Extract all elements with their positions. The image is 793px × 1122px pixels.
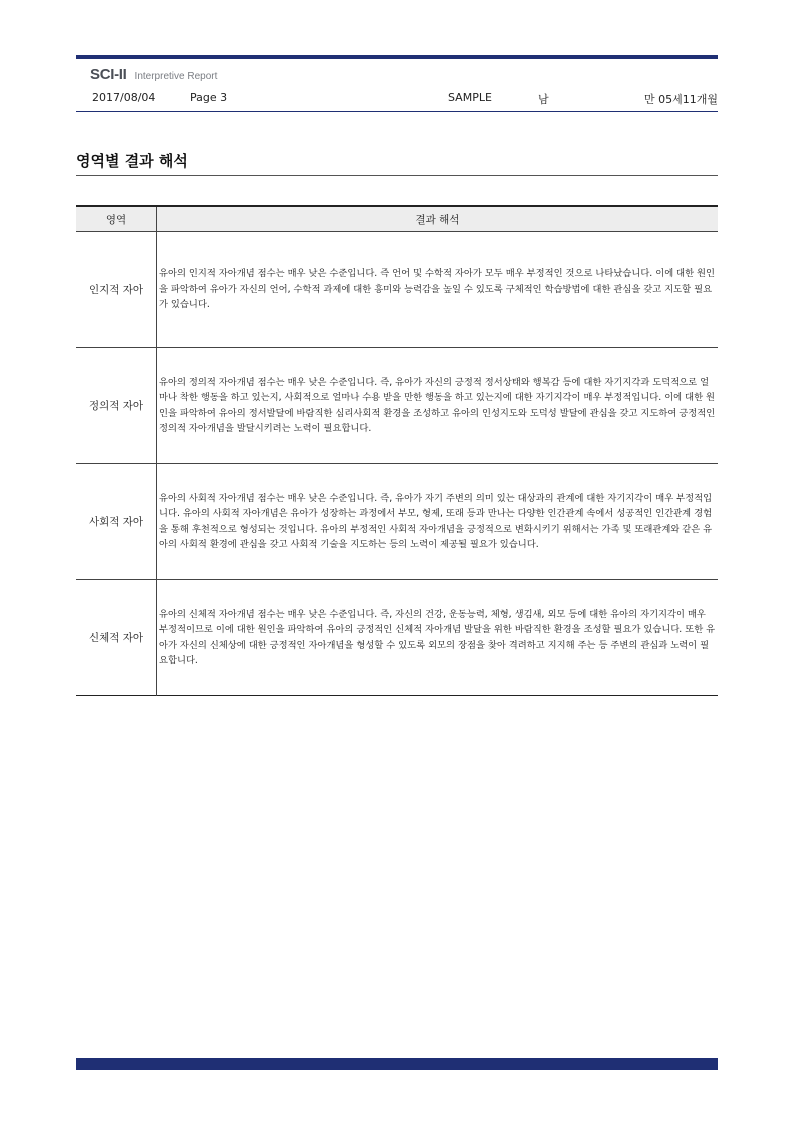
area-cell: 인지적 자아 (76, 232, 157, 348)
area-cell: 사회적 자아 (76, 464, 157, 580)
interpretation-cell: 유아의 사회적 자아개념 점수는 매우 낮은 수준입니다. 즉, 유아가 자기 주변의 의미 있는 대상과의 관계에 대한 자기지각이 매우 부정적입니다. 유아의 사회적 자아개념은 유아가 성장하는 과정에서 부모, 형제, 또래 등과 만나는 다양한 인간관계 속에서 성공적인 인간관계 경험을 통해 후천적으로 형성되는 것입니다. 유아의 부정적인 사회적 자아개념을 긍정적으로 변화시키기 위해서는 가족 및 또래관계와 같은 유아의 사회적 환경에 관심을 갖고 사회적 기술을 지도하는 등의 노력이 제공될 필요가 있습니다. (157, 464, 719, 580)
brand-logo: SCI-II (90, 66, 127, 83)
interpretation-cell: 유아의 인지적 자아개념 점수는 매우 낮은 수준입니다. 즉 언어 및 수학적 자아가 모두 매우 부정적인 것으로 나타났습니다. 이에 대한 원인을 파악하여 유아가 자신의 언어, 수학적 과제에 대한 흥미와 능력감을 높일 수 있도록 구체적인 학습방법에 대한 관심을 갖고 지도할 필요가 있습니다. (157, 232, 719, 348)
brand-subtitle: Interpretive Report (134, 71, 218, 82)
header-bottom-rule (76, 111, 718, 112)
subject-age: 만 05세11개월 (644, 93, 718, 106)
subject-gender: 남 (538, 93, 549, 106)
interpretation-cell: 유아의 신체적 자아개념 점수는 매우 낮은 수준입니다. 즉, 자신의 건강, 운동능력, 체형, 생김새, 외모 등에 대한 유아의 자기지각이 매우 부정적이므로 이에 대한 원인을 파악하여 유아의 긍정적인 신체적 자아개념 발달을 위한 바람직한 환경을 조성할 필요가 있습니다. 또한 유아가 자신의 신체상에 대한 긍정적인 자아개념을 형성할 수 있도록 외모의 장점을 찾아 격려하고 지지해 주는 등 주변의 관심과 노력이 필요합니다. (159, 608, 716, 666)
table-header-row (76, 206, 718, 232)
table-row (76, 464, 718, 580)
area-cell: 신체적 자아 (76, 580, 157, 696)
section-rule (76, 175, 718, 176)
brand (90, 66, 217, 83)
section-title: 영역별 결과 해석 (76, 152, 188, 170)
table-row (76, 348, 718, 464)
table-row (76, 232, 718, 348)
report-date: 2017/08/04 (92, 91, 156, 104)
header-top-rule (76, 55, 718, 59)
header-area: 영역 (76, 206, 157, 232)
results-table (76, 205, 718, 696)
footer-bar (76, 1058, 718, 1070)
subject-name: SAMPLE (448, 91, 492, 104)
header-interpretation: 결과 해석 (157, 206, 719, 232)
header-meta-row (76, 91, 718, 109)
table-row (76, 580, 718, 696)
area-cell: 정의적 자아 (76, 348, 157, 464)
interpretation-cell: 유아의 정의적 자아개념 점수는 매우 낮은 수준입니다. 즉, 유아가 자신의 긍정적 정서상태와 행복감 등에 대한 자기지각과 도덕적으로 얼마나 착한 행동을 하고 있는지, 사회적으로 얼마나 수용 받을 만한 행동을 하고 있는지에 대한 자기지각이 매우 부정적입니다. 이에 대한 원인을 파악하여 유아의 정서발달에 바람직한 심리사회적 환경을 조성하고 유아의 인성지도와 도덕성 발달에 관심을 갖고 지도하여 긍정적인 정의적 자아개념을 발달시키려는 노력이 필요합니다. (157, 348, 719, 464)
page-number: Page 3 (190, 91, 228, 104)
